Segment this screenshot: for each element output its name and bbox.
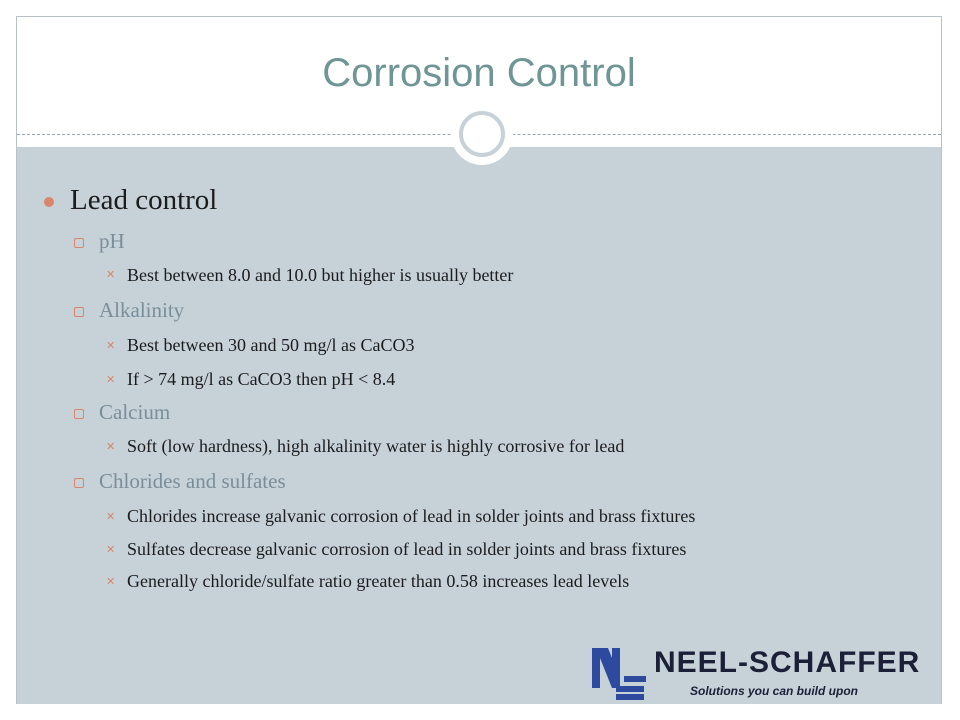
item-chlorides-3: Generally chloride/sulfate ratio greater than 0.58 increases lead levels [127, 571, 630, 591]
bullet-x-icon: ✕ [106, 339, 116, 352]
item-chlorides-1: Chlorides increase galvanic corrosion of lead in solder joints and brass fixtures [127, 506, 696, 526]
heading-lead-control: Lead control [70, 184, 218, 216]
section-calcium: Calcium [99, 400, 171, 424]
bullet-x-icon: ✕ [106, 543, 116, 556]
logo-tagline: Solutions you can build upon [690, 684, 858, 698]
company-logo [590, 646, 928, 704]
item-chlorides-2: Sulfates decrease galvanic corrosion of lead in solder joints and brass fixtures [127, 539, 687, 559]
item-alkalinity-1: Best between 30 and 50 mg/l as CaCO3 [127, 335, 415, 355]
bullet-x-icon: ✕ [106, 373, 116, 386]
content-area [17, 147, 941, 704]
bullet-x-icon: ✕ [106, 440, 116, 453]
bullet-dot-icon [44, 197, 54, 207]
section-alkalinity: Alkalinity [99, 298, 185, 322]
bullet-square-icon [74, 307, 84, 317]
bullet-x-icon: ✕ [106, 268, 116, 281]
bullet-square-icon [74, 478, 84, 488]
ns-logo-icon [590, 646, 652, 704]
slide-title: Corrosion Control [322, 51, 636, 95]
section-chlorides-sulfates: Chlorides and sulfates [99, 469, 286, 493]
ring-ornament-icon [451, 103, 513, 165]
slide [16, 16, 942, 704]
item-alkalinity-2: If > 74 mg/l as CaCO3 then pH < 8.4 [127, 369, 396, 389]
bullet-square-icon [74, 409, 84, 419]
bullet-x-icon: ✕ [106, 575, 116, 588]
section-ph: pH [99, 229, 125, 253]
logo-company-name: NEEL-SCHAFFER [654, 646, 921, 679]
bullet-square-icon [74, 238, 84, 248]
bullet-x-icon: ✕ [106, 510, 116, 523]
item-calcium-1: Soft (low hardness), high alkalinity water is highly corrosive for lead [127, 436, 625, 456]
item-ph-1: Best between 8.0 and 10.0 but higher is usually better [127, 265, 514, 285]
